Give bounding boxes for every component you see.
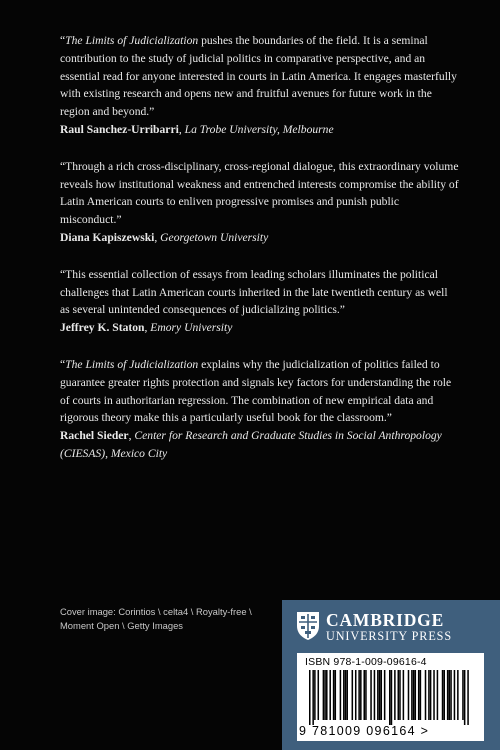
endorser-name: Jeffrey K. Staton (60, 321, 145, 335)
publisher-name-line-2: UNIVERSITY PRESS (326, 629, 453, 643)
publisher-block (282, 600, 500, 750)
publisher-name (326, 611, 452, 643)
endorsement-attribution: Raul Sanchez-Urribarri, La Trobe University, Melbourne (60, 122, 334, 136)
isbn-label: ISBN 978-1-009-09616-4 (305, 656, 427, 668)
endorsement-text: “Through a rich cross-disciplinary, cross-regional dialogue, this extraordinary volume reveals how institutional weakness and entrenched interests compromise the ability of Latin American courts to enliven progressive promises and punish public misconduct.” (60, 159, 459, 227)
endorser-name: Raul Sanchez-Urribarri (60, 122, 179, 136)
publisher-name-line-1: CAMBRIDGE (326, 610, 445, 630)
endorser-affiliation: Emory University (150, 321, 233, 335)
endorsement-1 (60, 32, 460, 139)
book-title-italic: The Limits of Judicialization (65, 357, 199, 371)
endorsement-text: “The Limits of Judicialization explains why the judicialization of politics failed to guarantee greater rights protection and signals key factors for understanding the role of courts in authoritarian regression. The combination of new empirical data and rigorous theory make this a particularly useful book for the classroom.” (60, 357, 452, 425)
endorsement-3 (60, 266, 460, 337)
endorsement-text: “The Limits of Judicialization pushes the boundaries of the field. It is a seminal contribution to the study of judicial politics in comparative perspective, and an essential read for anyone interested in courts in Latin America. It engages masterfully with existing research and opens new and fruitful avenues for future work in the region and beyond.” (60, 34, 457, 119)
endorsement-attribution: Rachel Sieder, Center for Research and Graduate Studies in Social Anthropology (CIESAS), Mexico City (60, 429, 442, 460)
barcode-digits: 9 781009 096164 > (299, 724, 430, 738)
cambridge-crest-icon (296, 611, 320, 641)
isbn-barcode (297, 653, 484, 741)
endorsement-4 (60, 356, 460, 463)
credit-line-2: Moment Open \ Getty Images (60, 619, 183, 631)
endorsement-2 (60, 158, 460, 247)
book-title-italic: The Limits of Judicialization (65, 34, 199, 47)
barcode-icon (309, 670, 469, 725)
cover-image-credit (60, 605, 275, 632)
endorsement-text: “This essential collection of essays from leading scholars illuminates the political challenges that Latin American courts inherited in the late twentieth century as well as several unintended consequences of judicializing politics.” (60, 267, 448, 317)
endorser-affiliation: La Trobe University, Melbourne (184, 122, 334, 136)
endorsements (60, 32, 460, 482)
endorser-name: Rachel Sieder (60, 429, 129, 443)
endorser-name: Diana Kapiszewski (60, 230, 155, 244)
endorser-affiliation: Center for Research and Graduate Studies in Social Anthropology (CIESAS), Mexico City (60, 429, 442, 460)
credit-line-1: Cover image: Corintios \ celta4 \ Royalty-free \ (60, 606, 252, 617)
endorsement-attribution: Jeffrey K. Staton, Emory University (60, 321, 233, 335)
endorser-affiliation: Georgetown University (160, 230, 269, 244)
endorsement-attribution: Diana Kapiszewski, Georgetown University (60, 230, 269, 244)
